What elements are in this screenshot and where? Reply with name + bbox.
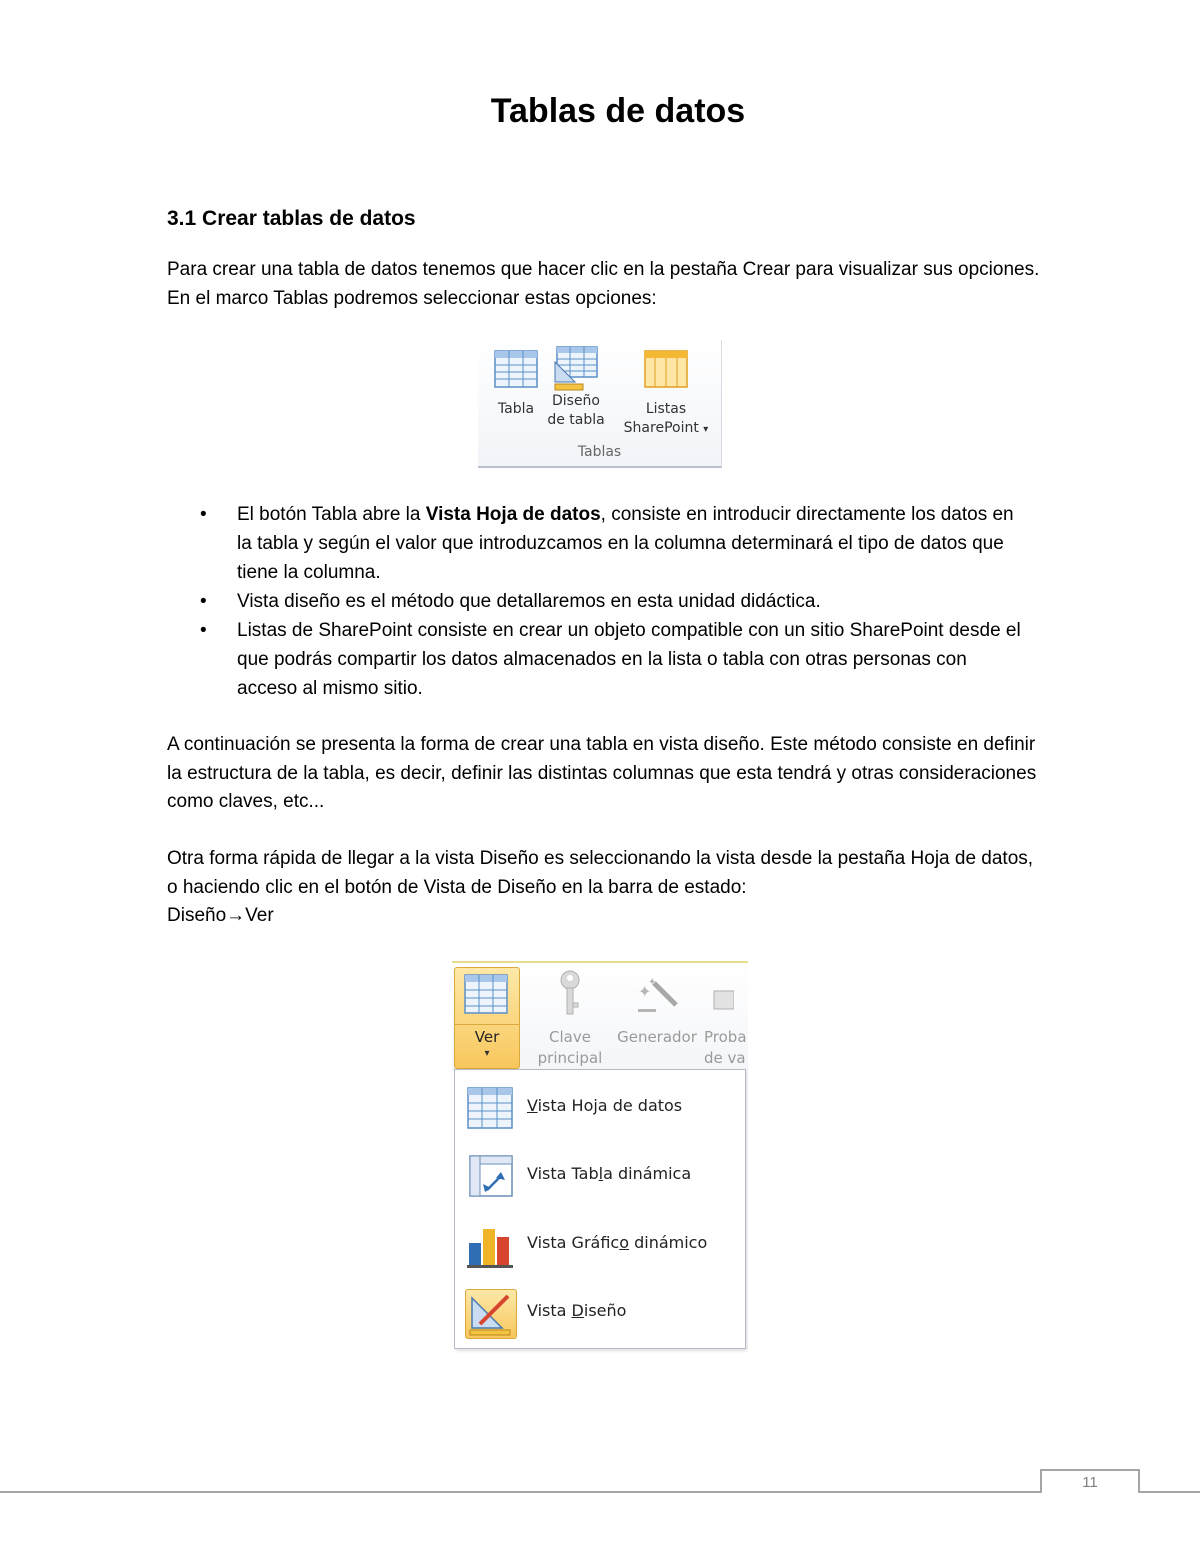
clave-label-2: principal bbox=[537, 1049, 603, 1067]
bullet-2-text: Vista diseño es el método que detallaremos en esta unidad didáctica. bbox=[237, 591, 821, 612]
wand-icon bbox=[632, 969, 682, 1019]
group-label-tablas: Tablas bbox=[577, 444, 622, 460]
paragraph-otra-forma-text: Otra forma rápida de llegar a la vista Diseño es seleccionando la vista desde la pestaña Hoja de datos, o haciendo clic en el botón de Vista de Diseño en la barra de estado: bbox=[167, 848, 1034, 898]
pivot-chart-icon bbox=[465, 1221, 515, 1269]
diseno-label-1: Diseño bbox=[551, 393, 600, 409]
section-heading: 3.1 Crear tablas de datos bbox=[167, 207, 416, 230]
generador-button[interactable] bbox=[612, 969, 702, 1048]
menu-item-vista-diseno[interactable] bbox=[455, 1283, 745, 1343]
list-item bbox=[167, 616, 1027, 703]
menu-label-hoja: Vista Hoja de datos bbox=[527, 1096, 683, 1115]
bullet-icon: • bbox=[200, 504, 207, 525]
clave-label-1: Clave bbox=[549, 1028, 591, 1046]
key-icon bbox=[555, 969, 585, 1019]
bullet-icon: • bbox=[200, 620, 207, 641]
page-number: 11 bbox=[1040, 1469, 1140, 1493]
datasheet-view-icon bbox=[465, 1084, 515, 1132]
menu-label-diseno: Vista Diseño bbox=[527, 1301, 627, 1320]
validation-icon bbox=[704, 969, 734, 1019]
dropdown-arrow-icon: ▾ bbox=[703, 424, 709, 435]
pivot-table-icon bbox=[465, 1152, 515, 1200]
page-title: Tablas de datos bbox=[490, 92, 746, 130]
ribbon-tablas-group bbox=[478, 340, 722, 468]
probar-reglas-button[interactable] bbox=[704, 969, 748, 1069]
ver-button[interactable] bbox=[454, 967, 520, 1069]
design-table-icon bbox=[553, 346, 599, 392]
tabla-label: Tabla bbox=[497, 401, 535, 417]
footer-line bbox=[0, 1491, 1200, 1493]
menu-item-vista-grafico-dinamico[interactable] bbox=[455, 1215, 745, 1275]
paragraph-otra-forma bbox=[167, 845, 1047, 931]
tabla-button[interactable] bbox=[488, 350, 544, 419]
paragraph-otra-forma-tail: Diseño→Ver bbox=[167, 905, 274, 926]
chevron-down-icon: ▾ bbox=[484, 1048, 490, 1059]
bullet-1-text-a: El botón Tabla abre la bbox=[237, 504, 426, 525]
ver-label: Ver bbox=[474, 1028, 500, 1046]
bullet-1-text-b: , consiste en introducir directamente los datos en la tabla y según el valor que introduzcamos en la columna determinará el tipo de datos que tiene la columna. bbox=[237, 504, 1014, 583]
ver-dropdown-menu bbox=[454, 1069, 746, 1349]
paragraph-vista-diseno: A continuación se presenta la forma de crear una tabla en vista diseño. Este método consiste en definir la estructura de la tabla, es decir, definir las distintas columnas que esta tendrá y otras consideraciones como claves, etc... bbox=[167, 734, 1037, 812]
listas-label-1: Listas bbox=[645, 401, 687, 417]
menu-item-vista-tabla-dinamica[interactable] bbox=[455, 1146, 745, 1206]
generador-label: Generador bbox=[617, 1028, 697, 1046]
sharepoint-list-icon bbox=[644, 350, 688, 388]
listas-label-2: SharePoint ▾ bbox=[623, 420, 709, 436]
design-view-icon bbox=[465, 1289, 517, 1339]
bullet-icon: • bbox=[200, 591, 207, 612]
prob-label-1: Proba bbox=[704, 1028, 747, 1046]
menu-label-tabla-dinamica: Vista Tabla dinámica bbox=[527, 1164, 692, 1183]
bullet-1-bold: Vista Hoja de datos bbox=[425, 504, 601, 525]
table-icon bbox=[494, 350, 538, 388]
intro-paragraph: Para crear una tabla de datos tenemos que hacer clic en la pestaña Crear para visualizar sus opciones. En el marco Tablas podremos seleccionar estas opciones: bbox=[167, 259, 1040, 309]
list-item bbox=[167, 500, 1027, 587]
ribbon-herramientas bbox=[452, 961, 748, 1071]
svg-text:✦: ✦ bbox=[648, 977, 657, 988]
svg-text:✦: ✦ bbox=[638, 982, 652, 1001]
listas-sharepoint-button[interactable] bbox=[616, 350, 716, 439]
diseno-label-2: de tabla bbox=[547, 412, 605, 428]
prob-label-2: de va bbox=[704, 1049, 746, 1067]
menu-label-grafico-dinamico: Vista Gráfico dinámico bbox=[527, 1233, 708, 1252]
datasheet-view-icon bbox=[464, 974, 508, 1014]
clave-principal-button[interactable] bbox=[532, 969, 608, 1069]
diseno-de-tabla-button[interactable] bbox=[546, 346, 606, 430]
bullet-3-text: Listas de SharePoint consiste en crear un objeto compatible con un sitio SharePoint desde el que podrás compartir los datos almacenados en la lista o tabla con otras personas con acceso al mismo sitio. bbox=[237, 620, 1021, 699]
ribbon-ver-screenshot bbox=[452, 961, 748, 1355]
list-item bbox=[167, 587, 1027, 616]
menu-item-vista-hoja-de-datos[interactable] bbox=[455, 1078, 745, 1138]
bullet-list bbox=[167, 500, 1027, 703]
